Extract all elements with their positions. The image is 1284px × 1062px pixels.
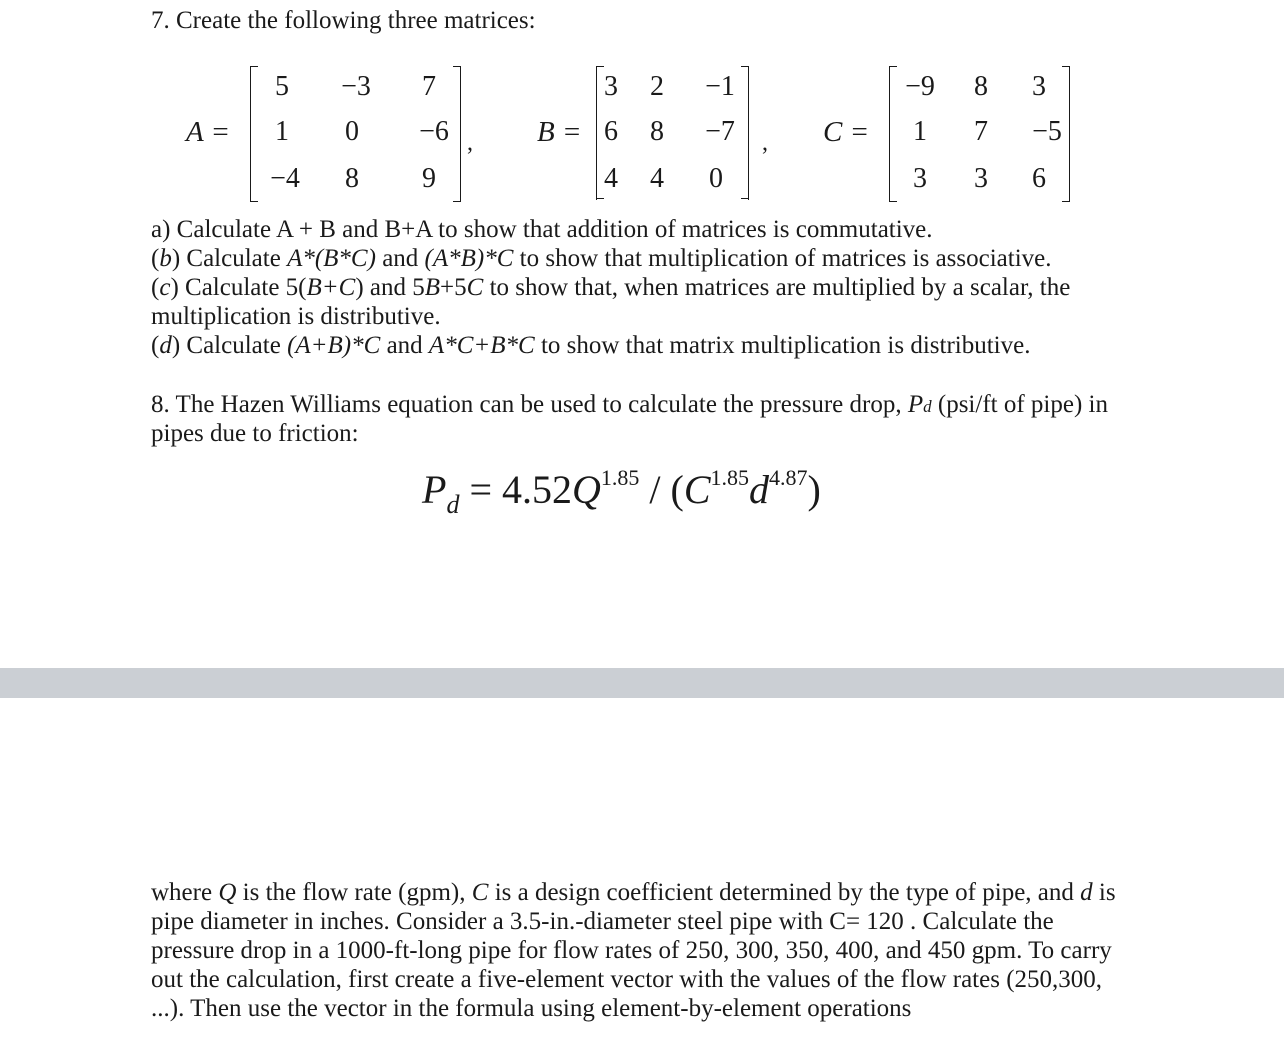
where-line-4: out the calculation, first create a five-element vector with the values of the flow rates (250,300, [151,966,1103,993]
q8-intro-text: 8. The Hazen Williams equation can be used to calculate the pressure drop, [151,391,908,418]
part-b [151,244,1052,273]
part-b-text: and [375,245,425,272]
matrix-c-cell: 8 [974,71,988,102]
part-d-expr: A*C+B*C [428,332,535,359]
part-b-text: to show that multiplication of matrices is associative. [513,245,1052,272]
matrix-b-label: B = [537,116,582,148]
part-c-letter: c [159,274,171,301]
part-a: a) Calculate A + B and B+A to show that addition of matrices is commutative. [151,216,933,243]
matrix-a-cell: 9 [422,163,436,194]
part-b-expr: (A*B)*C [424,245,514,272]
matrix-c-cell: 3 [913,163,927,194]
eq-q-exp: 1.85 [600,465,640,490]
eq-slash: / ( [639,467,684,512]
matrix-a-cell: −6 [419,116,449,147]
part-c-expr: C [466,274,484,301]
matrix-a-cell: 0 [345,116,359,147]
part-d-text: ) Calculate [171,332,288,359]
matrix-b-cell: −1 [705,71,735,102]
where-q: Q [218,879,237,906]
question-7-title: 7. Create the following three matrices: [151,7,536,34]
part-c-text: ( [151,274,160,301]
matrix-c-cell: −5 [1032,116,1062,147]
eq-p: P [422,467,447,512]
matrix-a-cell: 1 [275,116,289,147]
hazen-williams-equation [422,465,821,519]
matrix-a-cell: 7 [422,71,436,102]
part-b-text: ( [151,245,160,272]
matrix-c-cell: 6 [1032,163,1046,194]
matrix-b-cell: 6 [604,116,618,147]
matrix-b-cell: 4 [650,163,664,194]
where-c: C [471,879,489,906]
where-text: where [151,879,219,906]
question-8-intro [151,390,1108,421]
eq-equals: = 4.52 [459,467,572,512]
matrix-a-cell: −3 [341,71,371,102]
q8-intro-p: P [907,391,924,418]
part-d-text: to show that matrix multiplication is distributive. [534,332,1031,359]
matrix-a-label: A = [186,116,231,148]
matrix-c-cell: 1 [913,116,927,147]
part-d-expr: (A+B)*C [287,332,381,359]
matrix-b-cell: 8 [650,116,664,147]
eq-d: d [749,467,770,512]
part-c-expr: B+C [306,274,356,301]
eq-p-sub: d [446,490,460,519]
matrix-b-cell: 2 [650,71,664,102]
part-c-expr: B [424,274,441,301]
matrix-c-label: C = [823,116,870,148]
part-b-expr: A*(B*C) [287,245,376,272]
where-line-1 [151,878,1116,907]
where-line-2: pipe diameter in inches. Consider a 3.5-in.-diameter steel pipe with C= 120 . Calculate the [151,908,1054,935]
matrix-b-cell: 4 [604,163,618,194]
matrix-b-cell: −7 [705,116,735,147]
matrix-a-comma: , [467,130,473,156]
matrix-a-cell: −4 [270,163,300,194]
part-d-text: and [380,332,429,359]
matrix-c-cell: 7 [974,116,988,147]
part-c-text: ) and 5 [355,274,425,301]
q8-intro-sub: d [923,397,932,416]
matrix-c-cell: 3 [1032,71,1046,102]
part-c-text: to show that, when matrices are multiplied by a scalar, the [483,274,1071,301]
part-c-text: ) Calculate 5( [170,274,307,301]
part-b-text: ) Calculate [171,245,288,272]
part-c-text: +5 [440,274,467,301]
part-b-letter: b [159,245,172,272]
matrix-a-cell: 8 [345,163,359,194]
part-d-letter: d [159,332,172,359]
where-line-5: ...). Then use the vector in the formula using element-by-element operations [151,995,912,1022]
eq-q: Q [572,467,601,512]
matrix-b-cell: 3 [604,71,618,102]
where-text: is a design coefficient determined by the type of pipe, and [488,879,1081,906]
eq-close: ) [807,467,821,512]
part-c-line2: multiplication is distributive. [151,303,441,330]
matrix-c-cell: 3 [974,163,988,194]
part-d-text: ( [151,332,160,359]
question-8-intro-line2: pipes due to friction: [151,420,359,447]
eq-c-exp: 1.85 [710,465,750,490]
q8-intro-text: (psi/ft of pipe) in [931,391,1108,418]
matrix-c [0,0,1284,210]
where-line-3: pressure drop in a 1000-ft-long pipe for flow rates of 250, 300, 350, 400, and 450 gpm. To carry [151,937,1112,964]
eq-d-exp: 4.87 [769,465,808,490]
matrix-b-comma: , [762,130,768,156]
matrix-c-cell: −9 [905,71,935,102]
part-d [151,331,1030,360]
page-divider [0,668,1284,698]
matrix-a-cell: 5 [275,71,289,102]
part-c [151,273,1070,302]
matrix-b-cell: 0 [709,163,723,194]
where-text: is the flow rate (gpm), [236,879,472,906]
eq-c: C [683,467,711,512]
where-text: is [1092,879,1116,906]
where-d: d [1080,879,1093,906]
